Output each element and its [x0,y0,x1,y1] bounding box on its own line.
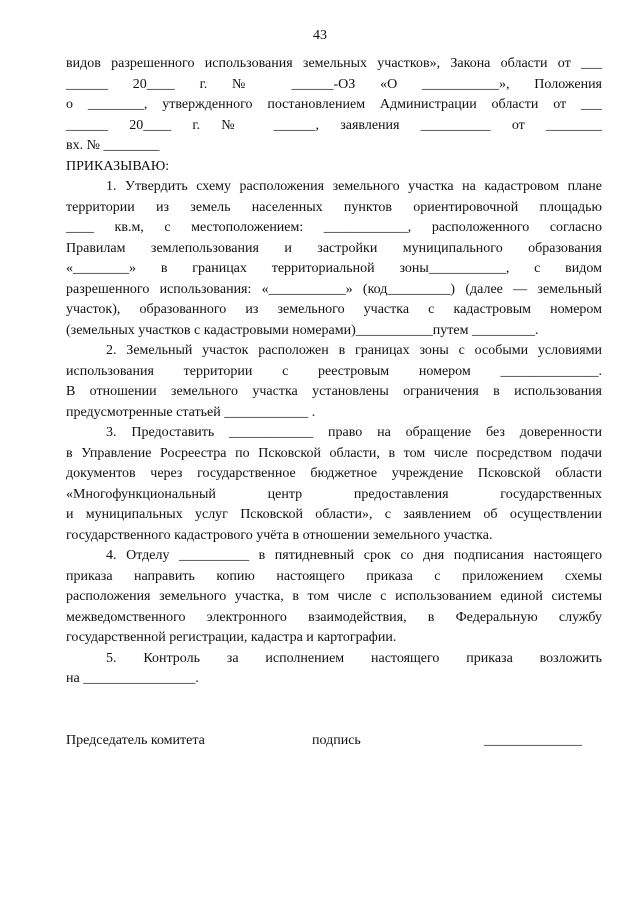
text-line: видов разрешенного использования земельных участков», Закона области от ___ [66,56,602,71]
text-line: государственной регистрации, кадастра и картографии. [66,630,397,645]
page-number: 43 [313,28,327,43]
text-line: документов через государственное бюджетное учреждение Псковской области [66,466,602,481]
text-line: ______ 20____ г. № ______-ОЗ «О ___________», Положения [66,76,602,92]
text-line: в Управление Росреестра по Псковской области, в том числе посредством подачи [66,445,602,461]
text-line: 2. Земельный участок расположен в границах зоны с особыми условиями [106,343,602,358]
text-line: приказа направить копию настоящего приказа с приложением схемы [66,568,602,584]
text-line: В отношении земельного участка установлены ограничения в использования [66,384,602,399]
text-line: территории из земель населенных пунктов ориентировочной площадью [66,199,602,215]
text-line: межведомственного электронного взаимодействия, в Федеральную службу [66,609,602,625]
signature-block [66,733,602,755]
text-line: Правилам землепользования и застройки муниципального образования [66,240,602,256]
text-line: использования территории с реестровым номером ______________. [66,363,602,379]
signature-line: ______________ [484,733,582,748]
text-line: «________» в границах территориальной зоны___________, с видом [66,261,602,276]
text-line: ПРИКАЗЫВАЮ: [66,158,170,174]
text-line: предусмотренные статьей ____________ . [66,404,316,420]
order-body-text [66,54,602,690]
text-line: «Многофункциональный центр предоставления государственных [66,486,602,502]
text-line: 1. Утвердить схему расположения земельного участка на кадастровом плане [106,179,602,194]
text-line: ______ 20____ г. № ______, заявления __________ от ________ [66,117,602,133]
text-line: расположения земельного участка, в том числе с использованием единой системы [66,589,602,604]
text-line: разрешенного использования: «___________» (код_________) (далее — земельный [66,281,602,297]
text-line: о ________, утвержденного постановлением Администрации области от ___ [66,97,602,112]
text-line: 3. Предоставить ____________ право на обращение без доверенности [106,425,602,440]
text-line: участок), образованного из земельного участка с кадастровым номером [66,302,602,317]
text-line: (земельных участков с кадастровыми номерами)___________путем _________. [66,322,539,338]
text-line: государственного кадастрового учёта в отношении земельного участка. [66,527,493,543]
text-line: на ________________. [66,671,199,686]
text-line: ____ кв.м, с местоположением: ____________, расположенного согласно [66,220,602,235]
signature-label: подпись [312,733,361,748]
text-line: и муниципальных услуг Псковской области», с заявлением об осуществлении [66,507,602,522]
text-line: 4. Отделу __________ в пятидневный срок со дня подписания настоящего [106,548,602,563]
text-line: вх. № ________ [66,138,160,153]
text-line: 5. Контроль за исполнением настоящего приказа возложить [106,650,602,666]
signatory-position: Председатель комитета [66,733,205,748]
